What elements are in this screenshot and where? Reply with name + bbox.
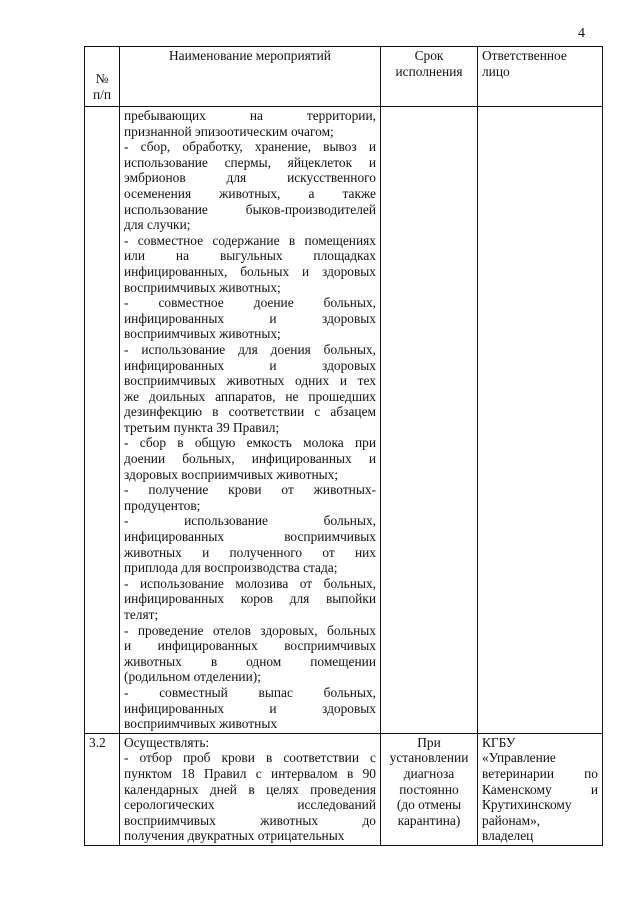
text-line: серологических исследований (124, 797, 376, 813)
text-line: инфицированных и здоровых (124, 310, 376, 326)
text-line: животных и полученного от них (124, 544, 376, 560)
responsible-line: Крутихинскому (482, 797, 572, 813)
header-number (85, 47, 120, 107)
term-cell (381, 733, 478, 845)
header-term-line: Срок (414, 48, 444, 63)
text-line: - совместный выпас больных, (124, 684, 376, 700)
text-line: или на выгульных площадках (124, 248, 376, 264)
responsible-line: районам», (482, 812, 541, 828)
text-line: пунктом 18 Правил с интервалом в 90 (124, 765, 376, 781)
row-number-cell: 3.2 (85, 733, 120, 845)
responsible-cell (478, 733, 603, 845)
term-cell (381, 107, 478, 734)
text-line: - получение крови от животных- (124, 482, 376, 498)
text-line: - использование молозива от больных, (124, 575, 376, 591)
text-line: - отбор проб крови в соответствии с (124, 750, 376, 766)
text-line: инфицированных и здоровых (124, 700, 376, 716)
text-line: инфицированных восприимчивых (124, 529, 376, 545)
term-line: При (417, 734, 441, 750)
page-number: 4 (578, 26, 585, 41)
header-term-line: исполнения (395, 63, 463, 79)
activities-table (84, 46, 603, 846)
text-line: инфицированных, больных и здоровых (124, 263, 376, 279)
header-number-abbr: п/п (92, 87, 112, 102)
text-line: восприимчивых животных одних и тех (124, 373, 376, 389)
text-line: здоровых восприимчивых животных; (124, 466, 339, 482)
table-header-row (85, 47, 603, 107)
responsible-line: КГБУ (482, 734, 516, 750)
term-line: (до отмены (396, 797, 462, 813)
text-line: (родильном отделении); (124, 669, 261, 685)
header-responsible (478, 47, 603, 107)
text-line: - использование для доения больных, (124, 341, 376, 357)
text-line: же доильных аппаратов, не прошедших (124, 388, 376, 404)
text-line: для случки; (124, 217, 191, 233)
text-line: - использование больных, (124, 513, 376, 529)
text-line: - сбор, обработку, хранение, вывоз и (124, 139, 376, 155)
header-number-sign: № (95, 71, 109, 86)
text-line: продуцентов; (124, 497, 201, 513)
text-line: - проведение отелов здоровых, больных (124, 622, 376, 638)
text-line: календарных дней в целях проведения (124, 781, 376, 797)
text-line: восприимчивых животных (124, 716, 278, 732)
header-responsible-line: лицо (482, 63, 510, 79)
text-line: использование быков-производителей (124, 201, 376, 217)
activity-cell (120, 733, 381, 845)
text-line: пребывающих на территории, (124, 108, 376, 123)
text-line: осеменения животных, а также (124, 185, 376, 201)
term-line: карантина) (397, 812, 461, 828)
text-line: Осуществлять: (124, 734, 210, 750)
term-line: диагноза (403, 765, 455, 781)
activity-cell (120, 107, 381, 734)
text-line: приплода для воспроизводства стада; (124, 560, 338, 576)
responsible-line: ветеринарии по (482, 765, 598, 781)
table-row (85, 733, 603, 845)
text-line: и инфицированных восприимчивых (124, 638, 376, 654)
text-line: телят; (124, 607, 159, 622)
header-activity: Наименование мероприятий (120, 47, 381, 107)
text-line: животных в одном помещении (124, 653, 376, 669)
text-line: восприимчивых животных; (124, 279, 281, 295)
responsible-line: Каменскому и (482, 781, 598, 797)
row-number-cell (85, 107, 120, 734)
text-line: инфицированных и здоровых (124, 357, 376, 373)
text-line: использование спермы, яйцеклеток и (124, 154, 376, 170)
term-line: установлении (389, 750, 469, 766)
responsible-cell (478, 107, 603, 734)
text-line: дезинфекцию в соответствии с абзацем (124, 404, 376, 420)
text-line: восприимчивых животных; (124, 326, 281, 342)
responsible-line: владелец (482, 828, 534, 844)
text-line: - совместное содержание в помещениях (124, 232, 376, 248)
responsible-line: «Управление (482, 750, 556, 766)
text-line: признанной эпизоотическим очагом; (124, 123, 334, 139)
text-line: - сбор в общую емкость молока при (124, 435, 376, 451)
text-line: - совместное доение больных, (124, 295, 376, 311)
text-line: третьим пункта 39 Правил; (124, 419, 280, 435)
table-row (85, 107, 603, 734)
text-line: инфицированных коров для выпойки (124, 591, 376, 607)
text-line: доении больных, инфицированных и (124, 451, 376, 467)
text-line: эмбрионов для искусственного (124, 170, 376, 186)
header-responsible-line: Ответственное (482, 48, 567, 63)
header-term (381, 47, 478, 107)
text-line: восприимчивых животных до (124, 812, 376, 828)
term-line: постоянно (399, 781, 459, 797)
text-line: получения двукратных отрицательных (124, 828, 345, 844)
